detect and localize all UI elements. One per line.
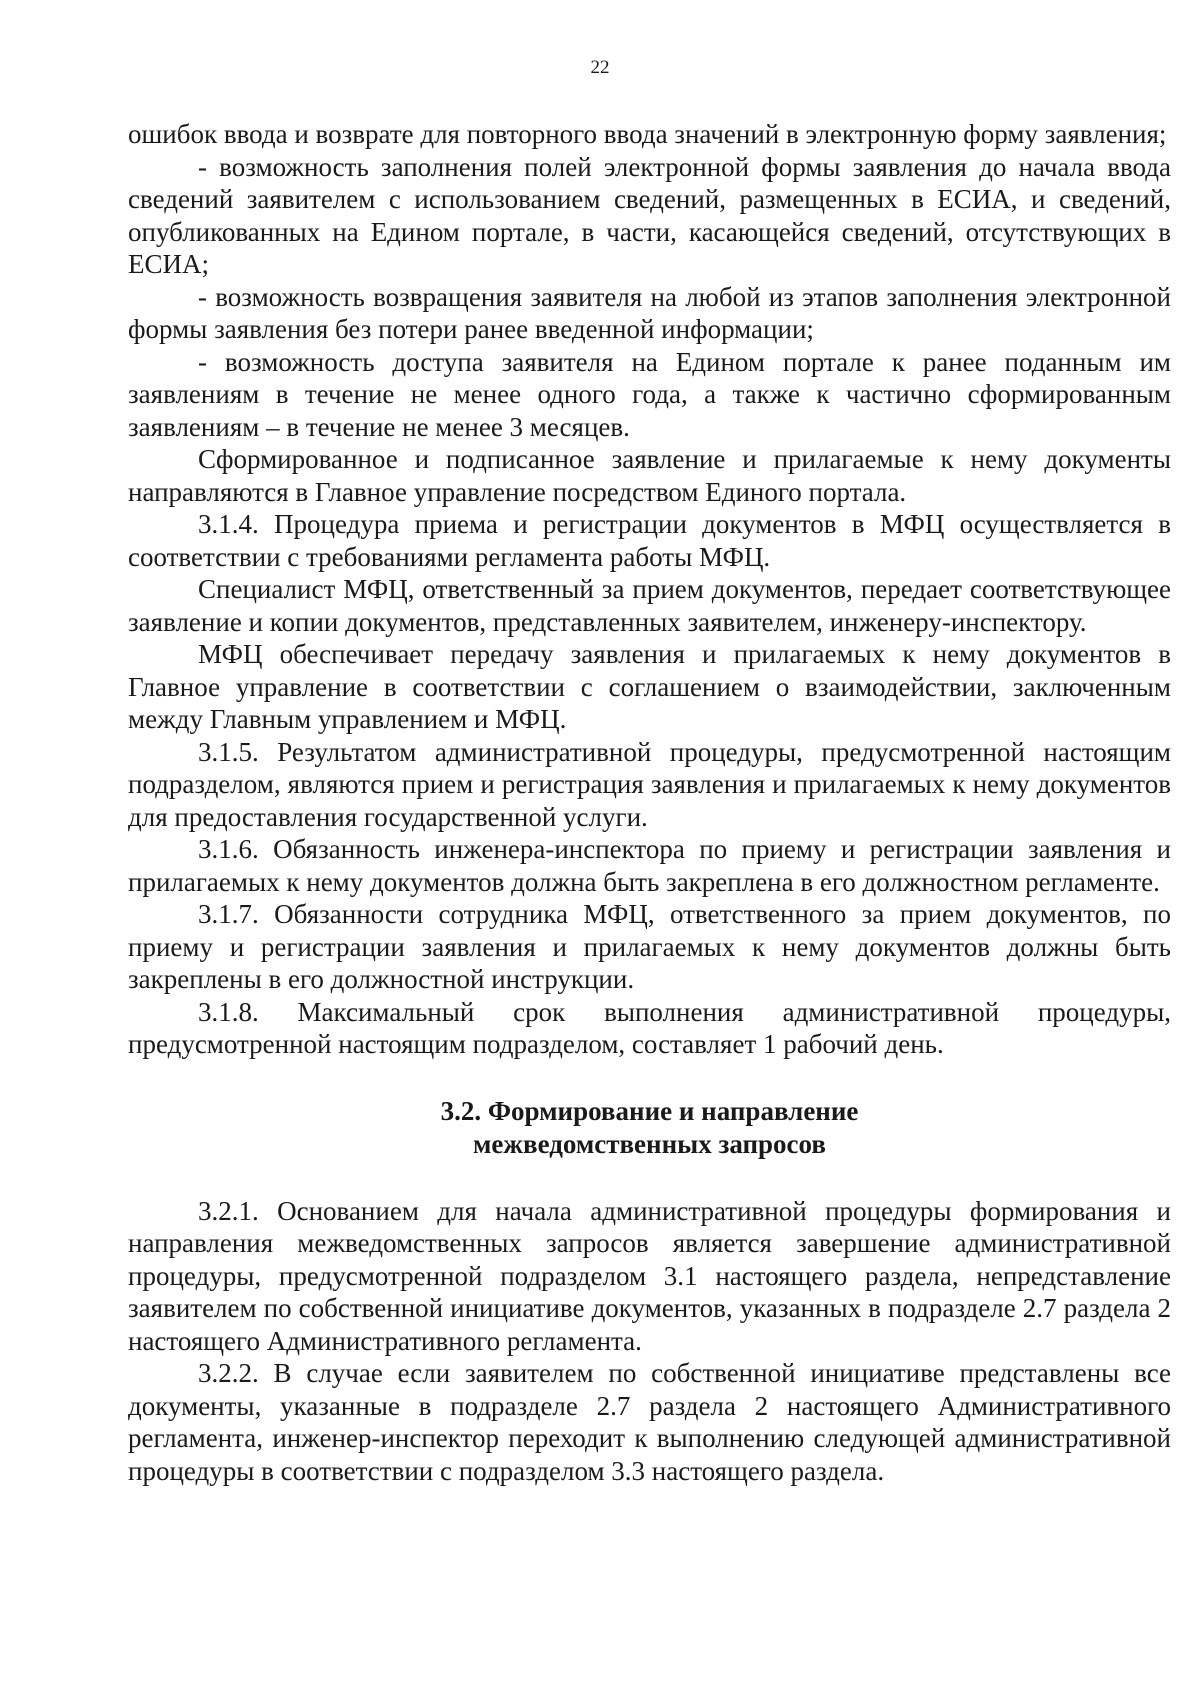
paragraphs-after-heading (128, 1195, 1171, 1488)
paragraph: Сформированное и подписанное заявление и прилагаемые к нему документы направляются в Главное управление посредством Единого портала. (128, 444, 1171, 507)
section-heading-line-1: 3.2. Формирование и направление (440, 1095, 859, 1126)
paragraph: 3.2.2. В случае если заявителем по собственной инициативе представлены все документы, указанные в подразделе 2.7 раздела 2 настоящего Административного регламента, инженер-инспектор переходит к выполнению следующей административной процедуры в соответствии с подразделом 3.3 настоящего раздела. (128, 1358, 1171, 1486)
section-heading (128, 1095, 1171, 1161)
paragraph: Специалист МФЦ, ответственный за прием документов, передает соответствующее заявление и копии документов, представленных заявителем, инженеру-инспектору. (128, 574, 1171, 637)
paragraphs-before-heading (128, 118, 1171, 1061)
paragraph: 3.2.1. Основанием для начала административной процедуры формирования и направления межведомственных запросов является завершение административной процедуры, предусмотренной подразделом 3.1 настоящего раздела, непредставление заявителем по собственной инициативе документов, указанных в подразделе 2.7 раздела 2 настоящего Административного регламента. (128, 1195, 1171, 1356)
paragraph: 3.1.4. Процедура приема и регистрации документов в МФЦ осуществляется в соответствии с требованиями регламента работы МФЦ. (128, 509, 1171, 572)
paragraph: 3.1.8. Максимальный срок выполнения административной процедуры, предусмотренной настоящим подразделом, составляет 1 рабочий день. (128, 996, 1171, 1059)
paragraph: - возможность возвращения заявителя на любой из этапов заполнения электронной формы заявления без потери ранее введенной информации; (128, 281, 1171, 344)
paragraph: ошибок ввода и возврате для повторного ввода значений в электронную форму заявления; (128, 119, 1167, 149)
document-body (128, 118, 1171, 1487)
paragraph: - возможность доступа заявителя на Едином портале к ранее поданным им заявлениям в течение не менее одного года, а также к частично сформированным заявлениям – в течение не менее 3 месяцев. (128, 346, 1171, 442)
paragraph: 3.1.7. Обязанности сотрудника МФЦ, ответственного за прием документов, по приему и регистрации заявления и прилагаемых к нему документов должны быть закреплены в его должностной инструкции. (128, 899, 1171, 994)
page-number: 22 (590, 57, 610, 78)
paragraph: - возможность заполнения полей электронной формы заявления до начала ввода сведений заявителем с использованием сведений, размещенных в ЕСИА, и сведений, опубликованных на Едином портале, в части, касающейся сведений, отсутствующих в ЕСИА; (128, 151, 1171, 279)
paragraph: 3.1.5. Результатом административной процедуры, предусмотренной настоящим подразделом, являются прием и регистрация заявления и прилагаемых к нему документов для предоставления государственной услуги. (128, 736, 1171, 832)
section-heading-line-2: межведомственных запросов (473, 1128, 826, 1159)
paragraph: МФЦ обеспечивает передачу заявления и прилагаемых к нему документов в Главное управление в соответствии с соглашением о взаимодействии, заключенным между Главным управлением и МФЦ. (128, 639, 1171, 734)
paragraph: 3.1.6. Обязанность инженера-инспектора по приему и регистрации заявления и прилагаемых к нему документов должна быть закреплена в его должностном регламенте. (128, 834, 1171, 897)
